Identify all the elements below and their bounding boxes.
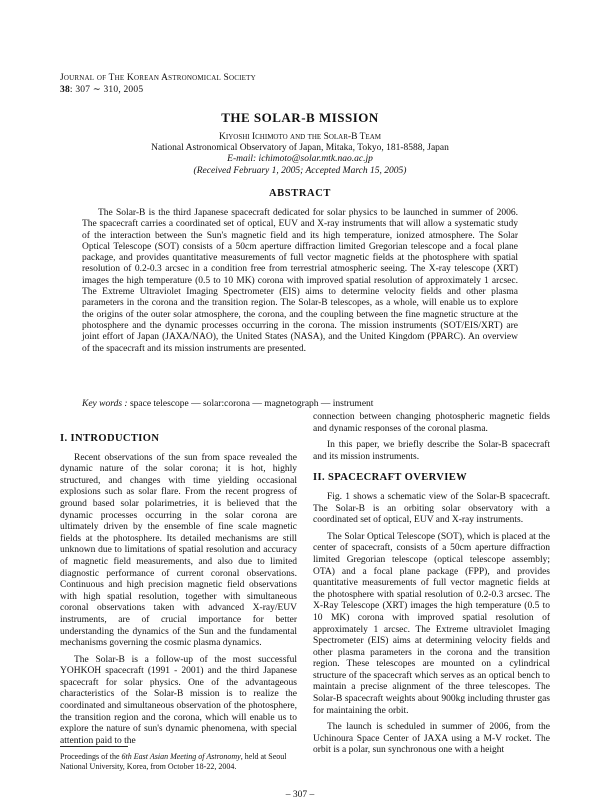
page-number: – 307 – [285,790,315,800]
section-heading-spacecraft-overview: II. SPACECRAFT OVERVIEW [313,472,468,484]
overview-paragraph-2: The Solar Optical Telescope (SOT), which is placed at the center of spacecraft, consists of a 50cm aperture diffraction limited Gregorian telescope (optical telescope assembly; OTA) and a focal plane package (FPP), and provides quantitative measurements of full vector magnetic fields at the photosphere with spatial resolution of 0.2-0.3 arcsec. The X-Ray Telescope (XRT) images the high temperature (0.5 to 10 MK) corona with improved spatial resolution of approximately 1 arcsec. The Extreme ultraviolet Imaging Spectrometer (EIS) aims at determining velocity fields and other plasma parameters in the corona and the transition region. These telescopes are mounted on a cylindrical structure of the spacecraft which serves as an optical bench to maintain a precise alignment of the three telescopes. The Solar-B spacecraft weights about 900kg including thruster gas for maintaining the orbit. [313,531,550,716]
keywords-label: Key words : [82,399,128,409]
keywords-text: space telescope — solar:corona — magnetograph — instrument [129,399,374,409]
abstract-text: The Solar-B is the third Japanese spacecraft dedicated for solar physics to be launched in summer of 2006. The spacecraft carries a coordinated set of optical, EUV and X-ray instruments that will allow a systematic study of the interaction between the Sun's magnetic field and its high temperature, ionized atmosphere. The Solar Optical Telescope (SOT) consists of a 50cm aperture diffraction limited Gregorian telescope and a focal plane package, and provides quantitative measurements of full vector magnetic fields at the photosphere with spatial resolution of 0.2-0.3 arcsec in a condition free from terrestrial atmospheric seeing. The X-ray telescope (XRT) images the high temperature (0.5 to 10 MK) corona with improved spatial resolution of approximately 1 arcsec. The Extreme Ultraviolet Imaging Spectrometer (EIS) aims to determine velocity fields and other plasma parameters in the corona and the transition region. The Solar-B telescopes, as a whole, will enable us to explore the origins of the outer solar atmosphere, the corona, and the coupling between the fine magnetic structure at the photosphere and the dynamic processes occurring in the corona. The mission instruments (SOT/EIS/XRT) are joint effort of Japan (JAXA/NAO), the United States (NASA), and the United Kingdom (PPARC). An overview of the spacecraft and its mission instruments are presented. [82,208,518,354]
keywords [82,399,522,409]
footnote: Proceedings of the 6th East Asian Meeting of Astronomy, held at Seoul National University, Korea, from October 18-22, 2004. [60,752,287,771]
section-heading-introduction: I. INTRODUCTION [60,433,160,444]
journal-header [60,72,256,96]
intro-paragraph-3: In this paper, we briefly describe the Solar-B spacecraft and its mission instruments. [313,440,550,462]
paper-title: THE SOLAR-B MISSION [221,110,379,125]
abstract-heading: ABSTRACT [269,188,331,199]
received-dates: (Received February 1, 2005; Accepted March 15, 2005) [193,165,407,176]
intro-paragraph-2: The Solar-B is a follow-up of the most successful YOHKOH spacecraft (1991 - 2001) and the third Japanese spacecraft for solar physics. One of the advantageous characteristics of the Solar-B mission is to realize the coordinated and simultaneous observation of the photosphere, the transition region and the corona, which will enable us to explore the nature of sun's dynamic phenomena, with special attention paid to the [60,654,297,746]
left-column [60,433,297,747]
intro-paragraph-1: Recent observations of the sun from space revealed the dynamic nature of the solar corona; it is hot, highly structured, and changes with time yielding occasional explosions such as solar flare. From the recent progress of ground based solar polarimetries, it is believed that the dynamic processes occurring in the solar corona are ultimately driven by the ensemble of fine scale magnetic fields at the photosphere. Its detailed mechanisms are still unknown due to limitations of spatial resolution and accuracy of magnetic field measurements, and also due to limited diagnostic performance of current coronal observations. Continuous and high precision magnetic field observations with high spatial resolution, together with simultaneous coronal observations taken with advanced X-ray/EUV instruments, are of crucial importance for better understanding the dynamics of the Sun and the fundamental mechanisms governing the cosmic plasma dynamics. [60,452,297,649]
journal-name: Journal of The Korean Astronomical Society [60,73,256,83]
footnote-divider [60,746,128,747]
intro-paragraph-continued: connection between changing photospheric magnetic fields and dynamic responses of the coronal plasma. [313,412,550,434]
author-affiliation: National Astronomical Observatory of Japan, Mitaka, Tokyo, 181-8588, Japan [151,143,449,154]
right-column [313,412,550,757]
author-email: E-mail: ichimoto@solar.mtk.nao.ac.jp [227,154,373,165]
author-block [0,132,600,177]
journal-volume: 38: 307 ∼ 310, 2005 [60,85,144,95]
overview-paragraph-1: Fig. 1 shows a schematic view of the Solar-B spacecraft. The Solar-B is an orbiting solar observatory with a coordinated set of optical, EUV and X-ray instruments. [313,491,550,526]
author-names: Kiyoshi Ichimoto and the Solar-B Team [219,132,381,142]
overview-paragraph-3: The launch is scheduled in summer of 2006, from the Uchinoura Space Center of JAXA using a M-V rocket. The orbit is a polar, sun synchronous one with a height [313,722,550,756]
